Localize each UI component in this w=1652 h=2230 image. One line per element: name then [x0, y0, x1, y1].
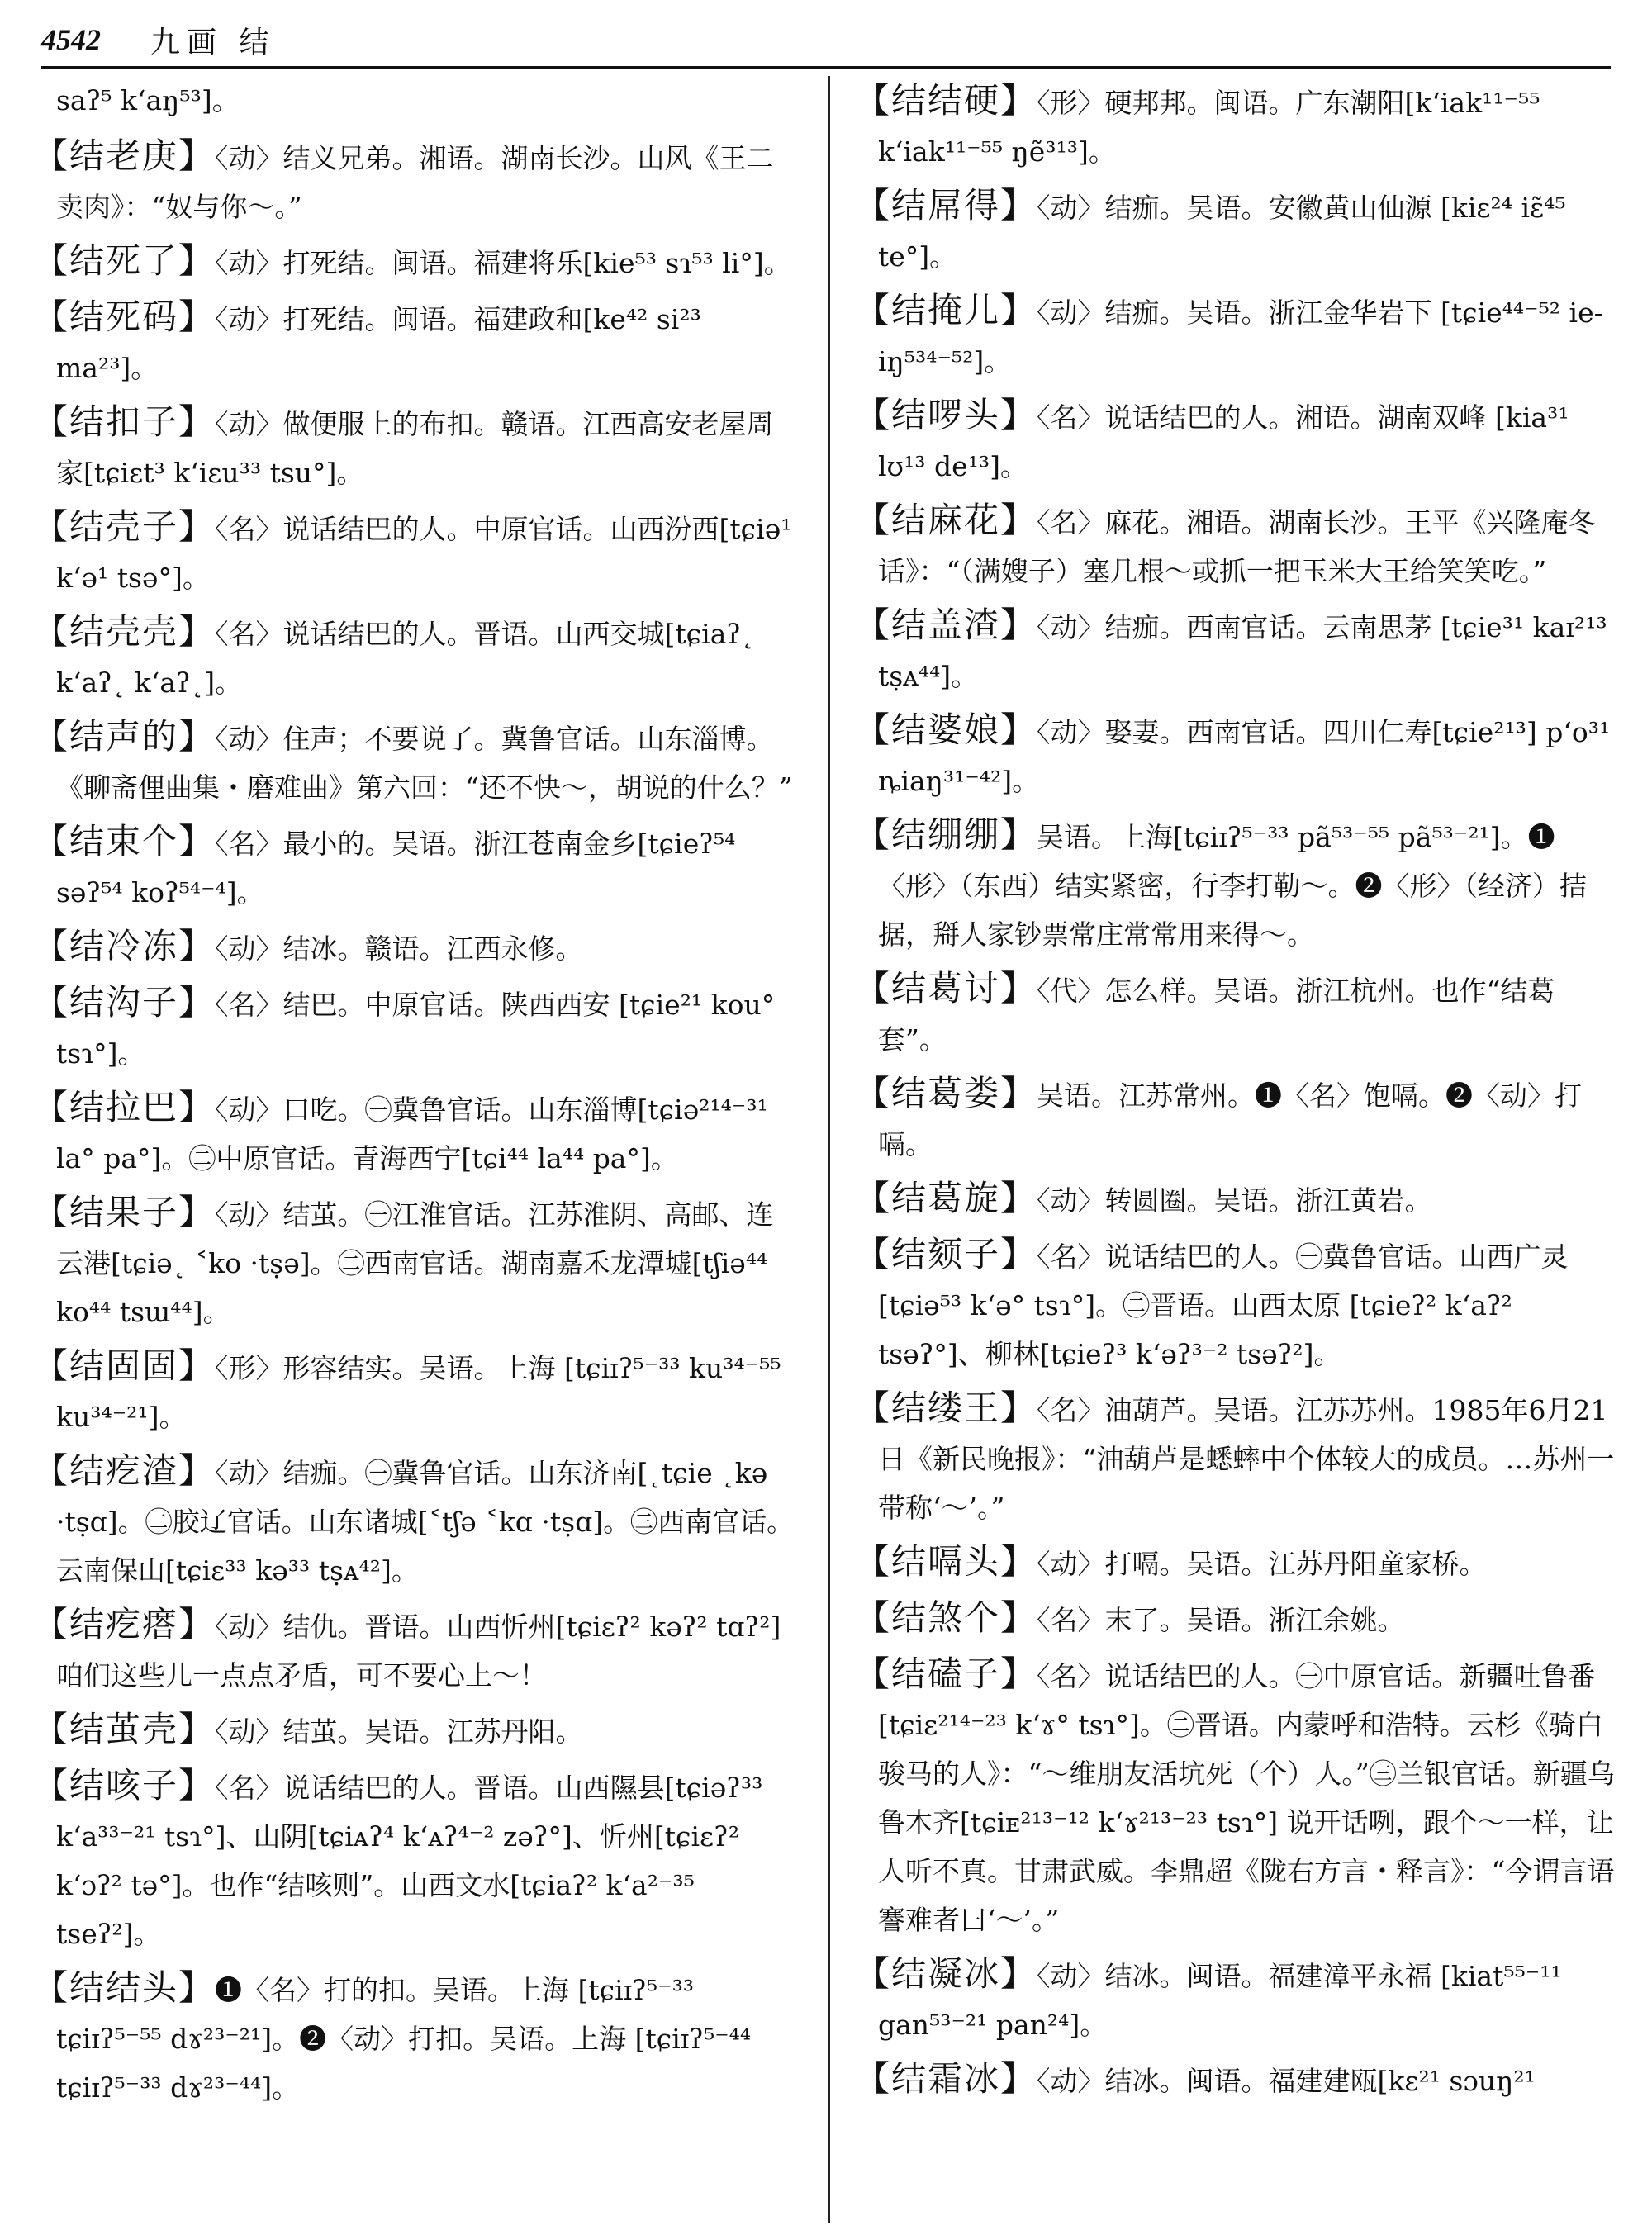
- entry-headword: 【结壳子】: [33, 506, 216, 547]
- dictionary-entry: [855, 286, 1619, 386]
- dictionary-entry: [855, 1649, 1619, 1944]
- entry-headword: 【结老庚】: [33, 135, 216, 176]
- right-column: [855, 76, 1619, 2222]
- dictionary-entry: [33, 131, 797, 231]
- entry-headword: 【结啰头】: [855, 395, 1037, 435]
- entry-definition: 〈动〉转圆圈。吴语。浙江黄岩。: [1037, 1184, 1432, 1217]
- entry-headword: 【结盖渣】: [855, 605, 1037, 645]
- dictionary-entry: [33, 1446, 797, 1595]
- entry-headword: 【结颏子】: [855, 1234, 1037, 1274]
- entry-headword: 【结霜冰】: [855, 2058, 1037, 2099]
- entry-headword: 【结果子】: [33, 1192, 216, 1232]
- dictionary-entry: [855, 391, 1619, 491]
- entry-definition: ❶〈名〉打的扣。吴语。上海 [tɕiɪʔ⁵⁻³³ tɕiɪʔ⁵⁻⁵⁵ dɤ²³⁻²¹]。❷〈动〉打扣。吴语。上海 [tɕiɪʔ⁵⁻⁴⁴ tɕiɪʔ⁵⁻³³ dɤ²³⁻⁴⁴]。: [56, 1974, 752, 2104]
- entry-headword: 【结结硬】: [855, 80, 1037, 121]
- entry-headword: 【结凝冰】: [855, 1953, 1037, 1994]
- dictionary-entry: [855, 810, 1619, 959]
- dictionary-entry: [33, 1600, 797, 1700]
- entry-headword: 【结煞个】: [855, 1597, 1037, 1638]
- entry-definition: 〈动〉结冰。闽语。福建漳平永福 [kiat⁵⁵⁻¹¹ gan⁵³⁻²¹ pan²⁴]。: [878, 1960, 1562, 2041]
- entry-definition: 〈形〉形容结实。吴语。上海 [tɕiɪʔ⁵⁻³³ ku³⁴⁻⁵⁵ ku³⁴⁻²¹]。: [56, 1352, 781, 1433]
- entry-headword: 【结扣子】: [33, 401, 216, 442]
- dictionary-entry: [33, 817, 797, 917]
- dictionary-entry: [855, 181, 1619, 281]
- entry-headword: 【结绷绷】: [855, 814, 1037, 855]
- entry-headword: 【结咳子】: [33, 1765, 216, 1805]
- entry-definition: 〈名〉最小的。吴语。浙江苍南金乡[tɕieʔ⁵⁴ səʔ⁵⁴ koʔ⁵⁴⁻⁴]。: [56, 828, 736, 909]
- entry-headword: 【结葛娄】: [855, 1073, 1037, 1113]
- entry-definition: 〈动〉打嗝。吴语。江苏丹阳童家桥。: [1037, 1548, 1487, 1580]
- entry-headword: 【结缕王】: [855, 1388, 1037, 1428]
- entry-headword: 【结嗝头】: [855, 1541, 1037, 1582]
- dictionary-entry: [33, 502, 797, 602]
- entry-definition: 〈名〉说话结巴的人。㊀冀鲁官话。山西广灵[tɕiə⁵³ k‘ə° tsɿ°]。㊁晋语。山西太原 [tɕieʔ² k‘aʔ² tsəʔ°]、柳林[tɕieʔ³ k‘əʔ³⁻² tsəʔ²]。: [878, 1241, 1569, 1370]
- dictionary-entry: [33, 712, 797, 812]
- entry-definition: 〈动〉结冰。闽语。福建建瓯[kɛ²¹ sɔuŋ²¹: [1037, 2065, 1536, 2097]
- running-title: 九画 结: [150, 25, 276, 59]
- entry-definition: 〈动〉做便服上的布扣。赣语。江西高安老屋周家[tɕiɛt³ k‘iɛu³³ tsu°]。: [56, 408, 774, 489]
- dictionary-entry: [33, 978, 797, 1078]
- entry-headword: 【结结头】: [33, 1967, 216, 2008]
- entry-definition: 〈代〉怎么样。吴语。浙江杭州。也作“结葛套”。: [878, 975, 1555, 1056]
- entry-definition: 〈名〉油葫芦。吴语。江苏苏州。1985年6月21日《新民晚报》：“油葫芦是蟋蟀中个体较大的成员。…苏州一带称‘～’。”: [878, 1394, 1615, 1524]
- entry-headword: 【结葛旋】: [855, 1178, 1037, 1218]
- entry-definition: saʔ⁵ k‘aŋ⁵³]。: [56, 84, 240, 116]
- entry-definition: 吴语。上海[tɕiɪʔ⁵⁻³³ pã⁵³⁻⁵⁵ pã⁵³⁻²¹]。❶〈形〉（东西）结实紧密，行李打勒～。❷〈形〉（经济）拮据，搿人家钞票常庄常常用来得～。: [878, 821, 1587, 951]
- dictionary-entry: [855, 1949, 1619, 2049]
- dictionary-entry: [33, 607, 797, 707]
- entry-definition: 〈动〉结痂。西南官话。云南思茅 [tɕie³¹ kaɪ²¹³ tṣᴀ⁴⁴]。: [878, 611, 1607, 692]
- entry-definition: 〈名〉说话结巴的人。中原官话。山西汾西[tɕiə¹ k‘ə¹ tsə°]。: [56, 513, 792, 594]
- entry-definition: 〈动〉娶妻。西南官话。四川仁寿[tɕie²¹³] p‘o³¹ ȵiaŋ³¹⁻⁴²]。: [878, 716, 1611, 797]
- dictionary-entry: [33, 1963, 797, 2112]
- entry-definition: 〈动〉口吃。㊀冀鲁官话。山东淄博[tɕiə²¹⁴⁻³¹ la° pa°]。㊁中原官话。青海西宁[tɕi⁴⁴ la⁴⁴ pa°]。: [56, 1094, 768, 1174]
- dictionary-entry: [855, 496, 1619, 595]
- entry-definition: 〈动〉结茧。㊀江淮官话。江苏淮阴、高邮、连云港[tɕiə˛ ˂ko ·tṣə]。㊁西南官话。湖南嘉禾龙潭墟[tʃiə⁴⁴ ko⁴⁴ tsɯ⁴⁴]。: [56, 1198, 774, 1328]
- dictionary-entry: [855, 964, 1619, 1064]
- entry-definition: 〈名〉说话结巴的人。晋语。山西隰县[tɕiəʔ³³ k‘a³³⁻²¹ tsɿ°]、山阴[tɕiᴀʔ⁴ k‘ᴀʔ⁴⁻² zəʔ°]、忻州[tɕiɛʔ² k‘ɔʔ² tə°]。也作“结咳则”。山西文水[tɕiaʔ² k‘a²⁻³⁵ tseʔ²]。: [56, 1772, 763, 1950]
- dictionary-entry: [33, 76, 797, 125]
- entry-headword: 【结声的】: [33, 716, 216, 757]
- entry-definition: 〈名〉说话结巴的人。湘语。湖南双峰 [kia³¹ lʊ¹³ de¹³]。: [878, 401, 1569, 482]
- entry-definition: 〈动〉结痂。㊀冀鲁官话。山东济南[˛tɕie ˛kə ·tṣɑ]。㊁胶辽官话。山东诸城[˂tʃə ˂kɑ ·tṣɑ]。㊂西南官话。云南保山[tɕiɛ³³ kə³³ tṣᴀ⁴²]。: [56, 1457, 795, 1587]
- entry-definition: 〈动〉结茧。吴语。江苏丹阳。: [215, 1715, 583, 1748]
- entry-definition: 〈动〉结义兄弟。湘语。湖南长沙。山风《王二卖肉》：“奴与你～。”: [56, 142, 774, 223]
- dictionary-entry: [855, 2054, 1619, 2105]
- column-divider: [828, 76, 830, 2223]
- dictionary-entry: [855, 76, 1619, 176]
- entry-headword: 【结束个】: [33, 821, 216, 861]
- dictionary-entry: [33, 1705, 797, 1756]
- entry-definition: 〈动〉结仇。晋语。山西忻州[tɕiɛʔ² kəʔ² tɑʔ²]咱们这些儿一点点矛盾，可不要心上～！: [56, 1611, 781, 1691]
- entry-headword: 【结磕子】: [855, 1654, 1037, 1694]
- entry-headword: 【结葛讨】: [855, 968, 1037, 1008]
- dictionary-entry: [855, 1537, 1619, 1588]
- entry-headword: 【结掩儿】: [855, 290, 1037, 330]
- entry-definition: 〈动〉结痂。吴语。安徽黄山仙源 [kiɛ²⁴ iɛ̃⁴⁵ te°]。: [878, 192, 1566, 273]
- entry-headword: 【结固固】: [33, 1345, 216, 1386]
- dictionary-entry: [855, 1230, 1619, 1378]
- entry-headword: 【结死了】: [33, 240, 216, 281]
- entry-definition: 〈动〉结痂。吴语。浙江金华岩下 [tɕie⁴⁴⁻⁵² ie-iŋ⁵³⁴⁻⁵²]。: [878, 297, 1603, 377]
- entry-definition: 〈名〉结巴。中原官话。陕西西安 [tɕie²¹ kou° tsɿ°]。: [56, 989, 776, 1070]
- entry-headword: 【结冷冻】: [33, 926, 216, 966]
- dictionary-entry: [855, 705, 1619, 805]
- entry-headword: 【结疙渣】: [33, 1450, 216, 1491]
- dictionary-entry: [33, 397, 797, 497]
- dictionary-entry: [33, 292, 797, 392]
- entry-definition: 〈动〉打死结。闽语。福建将乐[kie⁵³ sɿ⁵³ li°]。: [215, 247, 791, 279]
- page-number: 4542: [41, 23, 101, 56]
- dictionary-entry: [33, 1341, 797, 1441]
- entry-headword: 【结死码】: [33, 297, 216, 337]
- entry-headword: 【结屌得】: [855, 185, 1037, 225]
- left-column: [33, 76, 797, 2222]
- dictionary-entry: [855, 1593, 1619, 1644]
- dictionary-entry: [33, 236, 797, 287]
- dictionary-entry: [855, 600, 1619, 700]
- dictionary-entry: [855, 1174, 1619, 1225]
- entry-headword: 【结麻花】: [855, 500, 1037, 540]
- entry-definition: 〈动〉住声；不要说了。冀鲁官话。山东淄博。《聊斋俚曲集・磨难曲》第六回：“还不快～，胡说的什么？”: [56, 723, 793, 804]
- dictionary-entry: [33, 1083, 797, 1183]
- entry-definition: 〈动〉打死结。闽语。福建政和[ke⁴² si²³ ma²³]。: [56, 303, 701, 384]
- entry-definition: 〈名〉说话结巴的人。㊀中原官话。新疆吐鲁番[tɕiɛ²¹⁴⁻²³ k‘ɤ° tsɿ°]。㊁晋语。内蒙呼和浩特。云杉《骑白骏马的人》：“～维朋友活坑死（个）人。”㊂兰银官话。新疆乌鲁木齐[tɕiᴇ²¹³⁻¹² k‘ɤ²¹³⁻²³ tsɿ°] 说开话咧，跟个～一样，让人听不真。甘肃武威。李鼎超《陇右方言・释言》：“今谓言语謇难者曰‘～’。”: [878, 1660, 1615, 1936]
- dictionary-entry: [33, 922, 797, 973]
- dictionary-entry: [33, 1761, 797, 1958]
- header-rule: [41, 66, 1611, 69]
- dictionary-entry: [855, 1069, 1619, 1169]
- entry-definition: 〈动〉结冰。赣语。江西永修。: [215, 932, 583, 965]
- entry-definition: 吴语。江苏常州。❶〈名〉饱嗝。❷〈动〉打嗝。: [878, 1079, 1583, 1160]
- entry-headword: 【结疙瘩】: [33, 1604, 216, 1644]
- entry-definition: 〈名〉说话结巴的人。晋语。山西交城[tɕiaʔ˛ k‘aʔ˛ k‘aʔ˛]。: [56, 618, 755, 699]
- entry-headword: 【结拉巴】: [33, 1087, 216, 1127]
- entry-headword: 【结沟子】: [33, 982, 216, 1022]
- entry-definition: 〈形〉硬邦邦。闽语。广东潮阳[k‘iak¹¹⁻⁵⁵ k‘iak¹¹⁻⁵⁵ ŋẽ³¹³]。: [878, 87, 1540, 168]
- dictionary-entry: [855, 1383, 1619, 1532]
- entry-headword: 【结婆娘】: [855, 709, 1037, 750]
- dictionary-entry: [33, 1188, 797, 1336]
- page-header: [41, 15, 1611, 64]
- entry-headword: 【结茧壳】: [33, 1709, 216, 1749]
- entry-definition: 〈名〉末了。吴语。浙江余姚。: [1037, 1604, 1405, 1636]
- entry-headword: 【结壳壳】: [33, 611, 216, 652]
- entry-definition: 〈名〉麻花。湘语。湖南长沙。王平《兴隆庵冬话》：“（满嫂子）塞几根～或抓一把玉米大王给笑笑吃。”: [878, 506, 1596, 587]
